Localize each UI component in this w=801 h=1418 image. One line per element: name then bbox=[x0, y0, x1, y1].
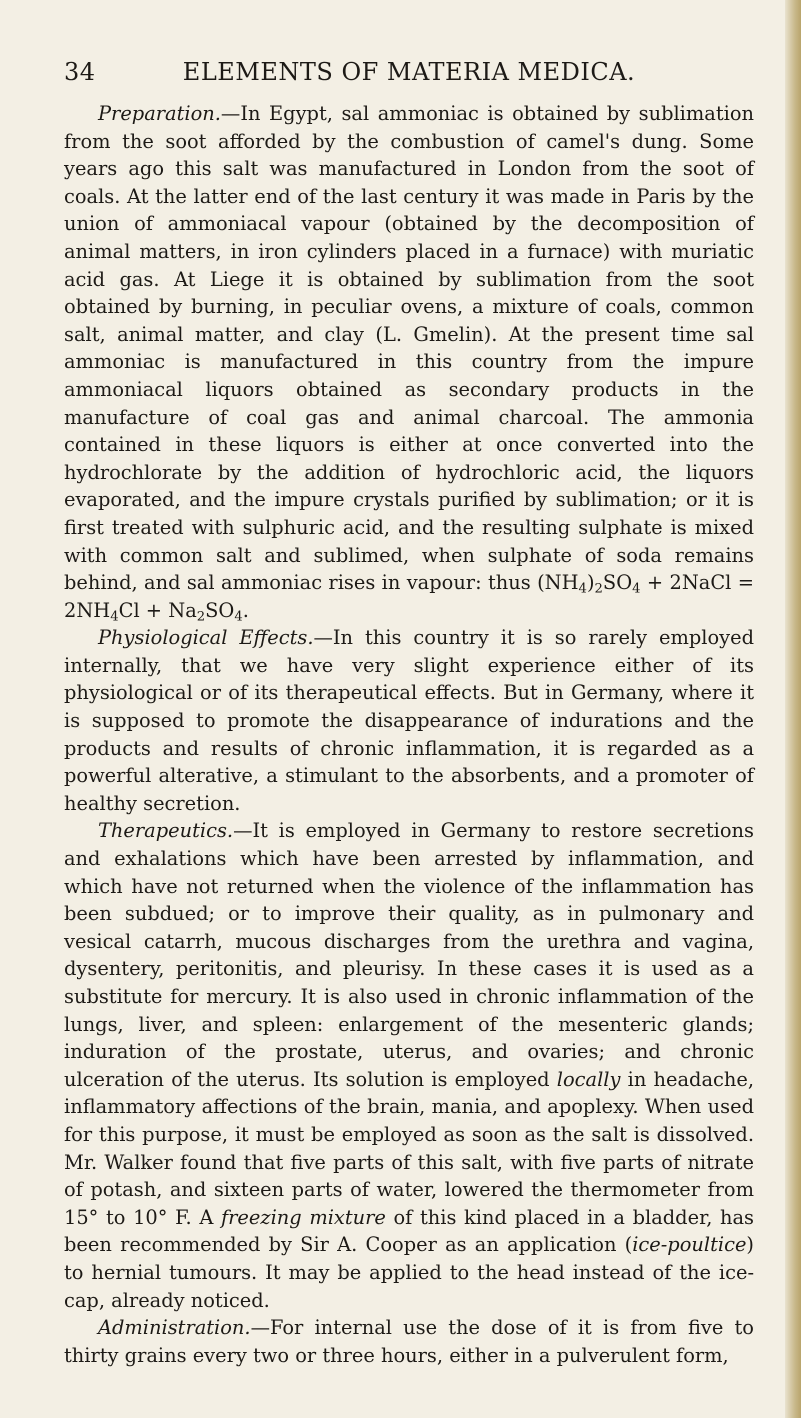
therapeutics-text-3: of this kind placed in a bladder, has been recommended by Sir A. Cooper as an application ( bbox=[64, 1205, 755, 1257]
paragraph-administration bbox=[64, 1314, 754, 1369]
therapeutics-italic-locally: locally bbox=[556, 1067, 621, 1091]
page-number: 34 bbox=[64, 58, 96, 86]
chemical-formula: $(NH_4)_2SO_4$ + 2NaCl = $2NH_4Cl + Na_2SO_4$. bbox=[64, 571, 755, 624]
administration-text: —For internal use the dose of it is from five to thirty grains every two or three hours, either in a pulverulent form, bbox=[64, 1316, 754, 1367]
physiological-text: —In this country it is so rarely employed internally, that we have very slight experience either of its physiological or of its therapeutical effects. But in Germany, where it is supposed to promote the disappearance of indurations and the products and results of chronic inflammation, it is regarded as a powerful alterative, a stimulant to the absorbents, and a promoter of healthy secretion. bbox=[64, 626, 754, 815]
therapeutics-text-2: in headache, inflammatory affections of the brain, mania, and apoplexy. When used for this purpose, it must be employed as soon as the salt is dissolved. Mr. Walker found that five parts of this salt, with five parts of nitrate of potash, and sixteen parts of water, lowered the thermometer from 15° to 10° F. A bbox=[64, 1067, 754, 1229]
section-heading-therapeutics: Therapeutics. bbox=[98, 819, 234, 843]
paragraph-preparation bbox=[64, 100, 754, 624]
preparation-text: —In Egypt, sal ammoniac is obtained by sublimation from the soot afforded by the combustion of camel's dung. Some years ago this salt was manufactured in London from the soot of coals. At the latter end of the last century it was made in Paris by the union of ammoniacal vapour (obtained by the decomposition of animal matters, in iron cylinders placed in a furnace) with muriatic acid gas. At Liege it is obtained by sublimation from the soot obtained by burning, in peculiar ovens, a mixture of coals, common salt, animal matter, and clay (L. Gmelin). At the present time sal ammoniac is manufactured in this country from the impure ammoniacal liquors obtained as secondary products in the manufacture of coal gas and animal charcoal. The ammonia contained in these liquors is either at once converted into the hydrochlorate by the addition of hydrochloric acid, the liquors evaporated, and the impure crystals purified by sublimation; or it is first treated with sulphuric acid, and the resulting sulphate is mixed with common salt and sublimed, when sulphate of soda remains behind, and sal ammoniac rises in vapour: thus bbox=[64, 102, 754, 595]
section-heading-preparation: Preparation. bbox=[98, 102, 221, 125]
paragraph-therapeutics bbox=[64, 817, 754, 1314]
paragraph-physiological-effects bbox=[64, 624, 754, 817]
body-text bbox=[64, 100, 754, 1369]
page-edge bbox=[785, 0, 801, 1418]
section-heading-administration: Administration. bbox=[98, 1316, 251, 1340]
therapeutics-text-1: —It is employed in Germany to restore secretions and exhalations which have been arrested by inflammation, and which have not returned when the violence of the inflammation has been subdued; or to improve their quality, as in pulmonary and vesical catarrh, mucous discharges from the urethra and vagina, dysentery, peritonitis, and pleurisy. In these cases it is used as a substitute for mercury. It is also used in chronic inflammation of the lungs, liver, and spleen: enlargement of the mesenteric glands; induration of the prostate, uterus, and ovaries; and chronic ulceration of the uterus. Its solution is employed bbox=[64, 819, 754, 1091]
therapeutics-italic-freezing-mixture: freezing mixture bbox=[220, 1205, 386, 1229]
therapeutics-text-4: ) to hernial tumours. It may be applied to the head instead of the ice-cap, already noticed. bbox=[64, 1233, 754, 1312]
section-heading-physiological-effects: Physiological Effects. bbox=[98, 626, 314, 650]
running-title: ELEMENTS OF MATERIA MEDICA. bbox=[182, 58, 636, 86]
therapeutics-italic-ice-poultice: ice-poultice bbox=[632, 1233, 747, 1257]
page-header bbox=[64, 58, 754, 88]
